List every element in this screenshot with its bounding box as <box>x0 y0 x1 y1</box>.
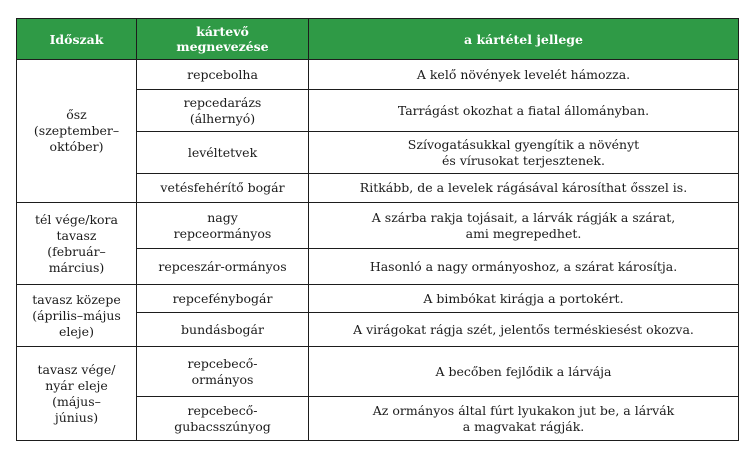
pest-cell: repcebecő- gubacsszúnyog <box>137 397 309 441</box>
damage-cell: A kelő növények levelét hámozza. <box>309 60 739 90</box>
pest-cell: repcefénybogár <box>137 285 309 313</box>
pest-table-container <box>16 18 738 441</box>
damage-cell: A virágokat rágja szét, jelentős terméskiesést okozva. <box>309 313 739 347</box>
damage-cell: Hasonló a nagy ormányoshoz, a szárat károsítja. <box>309 249 739 285</box>
pest-cell: repcebecő- ormányos <box>137 347 309 397</box>
period-cell: tavasz közepe (április–május eleje) <box>17 285 137 347</box>
pest-cell: vetésfehérítő bogár <box>137 174 309 203</box>
pest-cell: repcedarázs (álhernyó) <box>137 90 309 132</box>
period-cell: ősz (szeptember– október) <box>17 60 137 203</box>
damage-cell: Az ormányos által fúrt lyukakon jut be, a lárvák a magvakat rágják. <box>309 397 739 441</box>
pest-cell: nagy repceormányos <box>137 203 309 249</box>
header-damage: a kártétel jellege <box>309 19 739 60</box>
table-row <box>17 203 739 249</box>
damage-cell: Szívogatásukkal gyengítik a növényt és vírusokat terjesztenek. <box>309 132 739 174</box>
pest-cell: levéltetvek <box>137 132 309 174</box>
table-row <box>17 347 739 397</box>
damage-cell: A szárba rakja tojásait, a lárvák rágják a szárat, ami megrepedhet. <box>309 203 739 249</box>
table-row <box>17 60 739 90</box>
damage-cell: A bimbókat kirágja a portokért. <box>309 285 739 313</box>
header-pest-name: kártevő megnevezése <box>137 19 309 60</box>
damage-cell: Tarrágást okozhat a fiatal állományban. <box>309 90 739 132</box>
pest-cell: repceszár-ormányos <box>137 249 309 285</box>
pest-cell: bundásbogár <box>137 313 309 347</box>
pest-cell: repcebolha <box>137 60 309 90</box>
damage-cell: Ritkább, de a levelek rágásával károsíthat ősszel is. <box>309 174 739 203</box>
table-row <box>17 285 739 313</box>
period-cell: tél vége/kora tavasz (február– március) <box>17 203 137 285</box>
pest-table <box>16 18 739 441</box>
period-cell: tavasz vége/ nyár eleje (május– június) <box>17 347 137 441</box>
damage-cell: A becőben fejlődik a lárvája <box>309 347 739 397</box>
header-row <box>17 19 739 60</box>
header-period: Időszak <box>17 19 137 60</box>
